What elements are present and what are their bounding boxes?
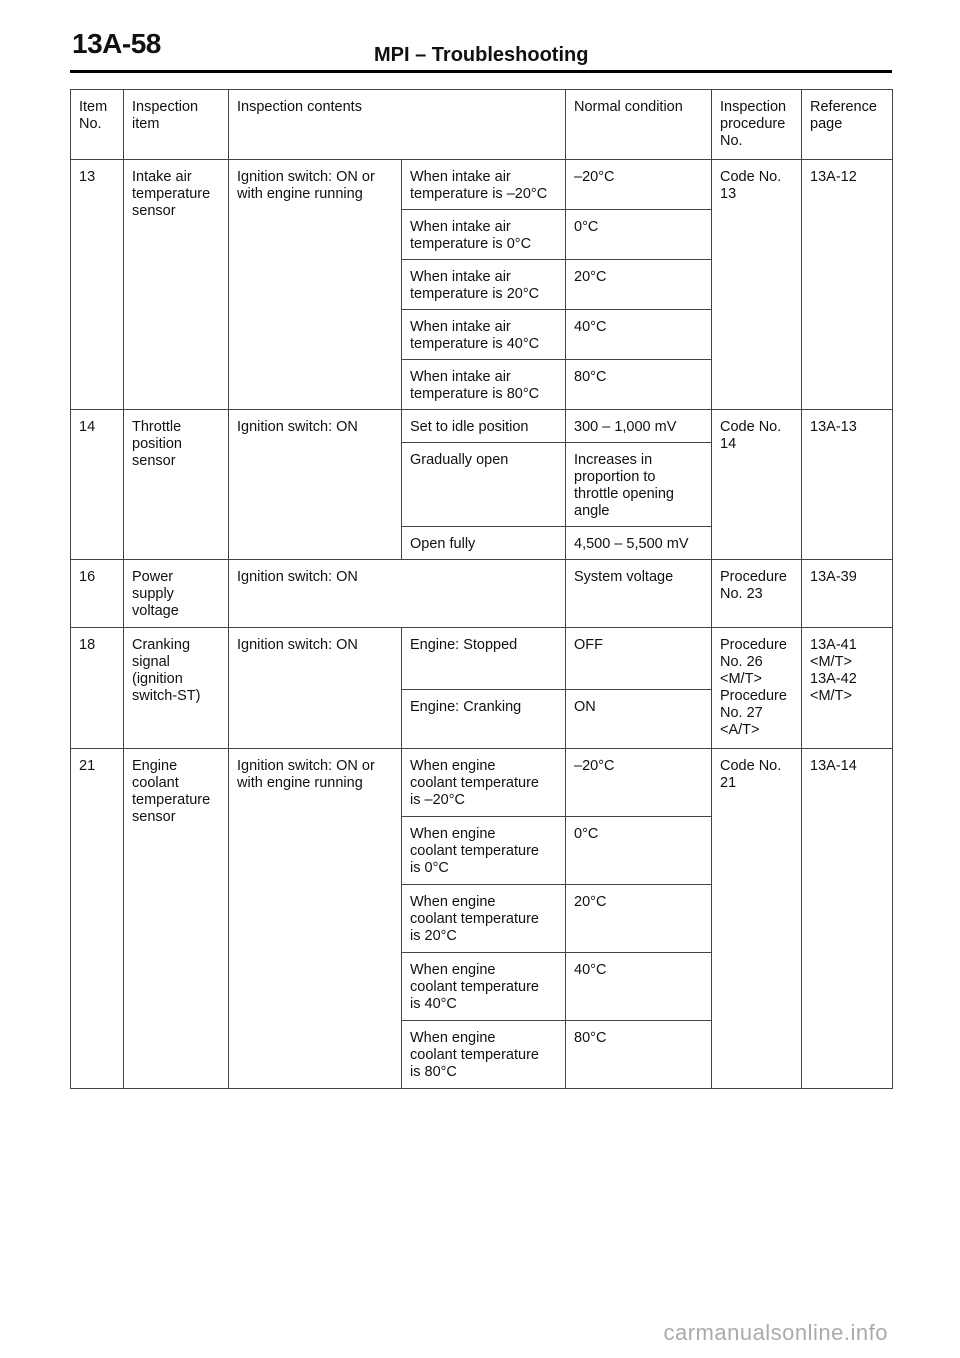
inspection-item: Engine coolant temperature sensor — [124, 749, 229, 1089]
reference-page: 13A-14 — [802, 749, 893, 1089]
column-header: Item No. — [71, 90, 124, 160]
procedure-number: Procedure No. 26 <M/T> Procedure No. 27 <A/T> — [712, 628, 802, 749]
normal-condition: ON — [566, 690, 712, 749]
column-header: Reference page — [802, 90, 893, 160]
table-row — [71, 628, 893, 690]
inspection-condition: Engine: Cranking — [402, 690, 566, 749]
reference-page: 13A-39 — [802, 560, 893, 628]
normal-condition: 4,500 – 5,500 mV — [566, 527, 712, 560]
normal-condition: 80°C — [566, 360, 712, 410]
column-header: Inspection item — [124, 90, 229, 160]
normal-condition: 0°C — [566, 210, 712, 260]
normal-condition: 40°C — [566, 953, 712, 1021]
item-number: 18 — [71, 628, 124, 749]
reference-page: 13A-13 — [802, 410, 893, 560]
table-header-row — [71, 90, 893, 160]
normal-condition: –20°C — [566, 749, 712, 817]
watermark: carmanualsonline.info — [663, 1320, 888, 1345]
inspection-contents: Ignition switch: ON or with engine running — [229, 749, 402, 1089]
page-number: 13A-58 — [72, 28, 161, 59]
inspection-item: Intake air temperature sensor — [124, 160, 229, 410]
inspection-contents: Ignition switch: ON — [229, 628, 402, 749]
normal-condition: 40°C — [566, 310, 712, 360]
normal-condition: 80°C — [566, 1021, 712, 1089]
inspection-contents: Ignition switch: ON — [229, 560, 566, 628]
column-header: Inspection contents — [229, 90, 566, 160]
inspection-condition: When intake air temperature is 0°C — [402, 210, 566, 260]
inspection-condition: Set to idle position — [402, 410, 566, 443]
table-row — [71, 560, 893, 628]
column-header: Normal condition — [566, 90, 712, 160]
inspection-item: Cranking signal (ignition switch-ST) — [124, 628, 229, 749]
inspection-condition: When intake air temperature is 40°C — [402, 310, 566, 360]
procedure-number: Code No. 21 — [712, 749, 802, 1089]
table-row — [71, 749, 893, 817]
inspection-condition: When intake air temperature is –20°C — [402, 160, 566, 210]
normal-condition: 20°C — [566, 885, 712, 953]
normal-condition: 0°C — [566, 817, 712, 885]
inspection-condition: When engine coolant temperature is 40°C — [402, 953, 566, 1021]
item-number: 21 — [71, 749, 124, 1089]
troubleshooting-table — [70, 89, 893, 1089]
inspection-contents: Ignition switch: ON or with engine running — [229, 160, 402, 410]
item-number: 16 — [71, 560, 124, 628]
inspection-condition: Open fully — [402, 527, 566, 560]
normal-condition: 20°C — [566, 260, 712, 310]
normal-condition: OFF — [566, 628, 712, 690]
inspection-condition: When intake air temperature is 20°C — [402, 260, 566, 310]
reference-page: 13A-41 <M/T> 13A-42 <M/T> — [802, 628, 893, 749]
normal-condition: System voltage — [566, 560, 712, 628]
inspection-condition: When engine coolant temperature is 0°C — [402, 817, 566, 885]
normal-condition: 300 – 1,000 mV — [566, 410, 712, 443]
normal-condition: –20°C — [566, 160, 712, 210]
item-number: 13 — [71, 160, 124, 410]
column-header: Inspection procedure No. — [712, 90, 802, 160]
inspection-condition: When engine coolant temperature is –20°C — [402, 749, 566, 817]
table-row — [71, 410, 893, 443]
procedure-number: Code No. 13 — [712, 160, 802, 410]
procedure-number: Procedure No. 23 — [712, 560, 802, 628]
item-number: 14 — [71, 410, 124, 560]
inspection-condition: When intake air temperature is 80°C — [402, 360, 566, 410]
inspection-condition: Gradually open — [402, 443, 566, 527]
reference-page: 13A-12 — [802, 160, 893, 410]
section-title: MPI – Troubleshooting — [374, 44, 589, 66]
inspection-condition: When engine coolant temperature is 80°C — [402, 1021, 566, 1089]
inspection-condition: When engine coolant temperature is 20°C — [402, 885, 566, 953]
inspection-item: Throttle position sensor — [124, 410, 229, 560]
normal-condition: Increases in proportion to throttle opening angle — [566, 443, 712, 527]
table-row — [71, 160, 893, 210]
inspection-condition: Engine: Stopped — [402, 628, 566, 690]
procedure-number: Code No. 14 — [712, 410, 802, 560]
inspection-contents: Ignition switch: ON — [229, 410, 402, 560]
header-divider — [70, 70, 892, 73]
inspection-item: Power supply voltage — [124, 560, 229, 628]
